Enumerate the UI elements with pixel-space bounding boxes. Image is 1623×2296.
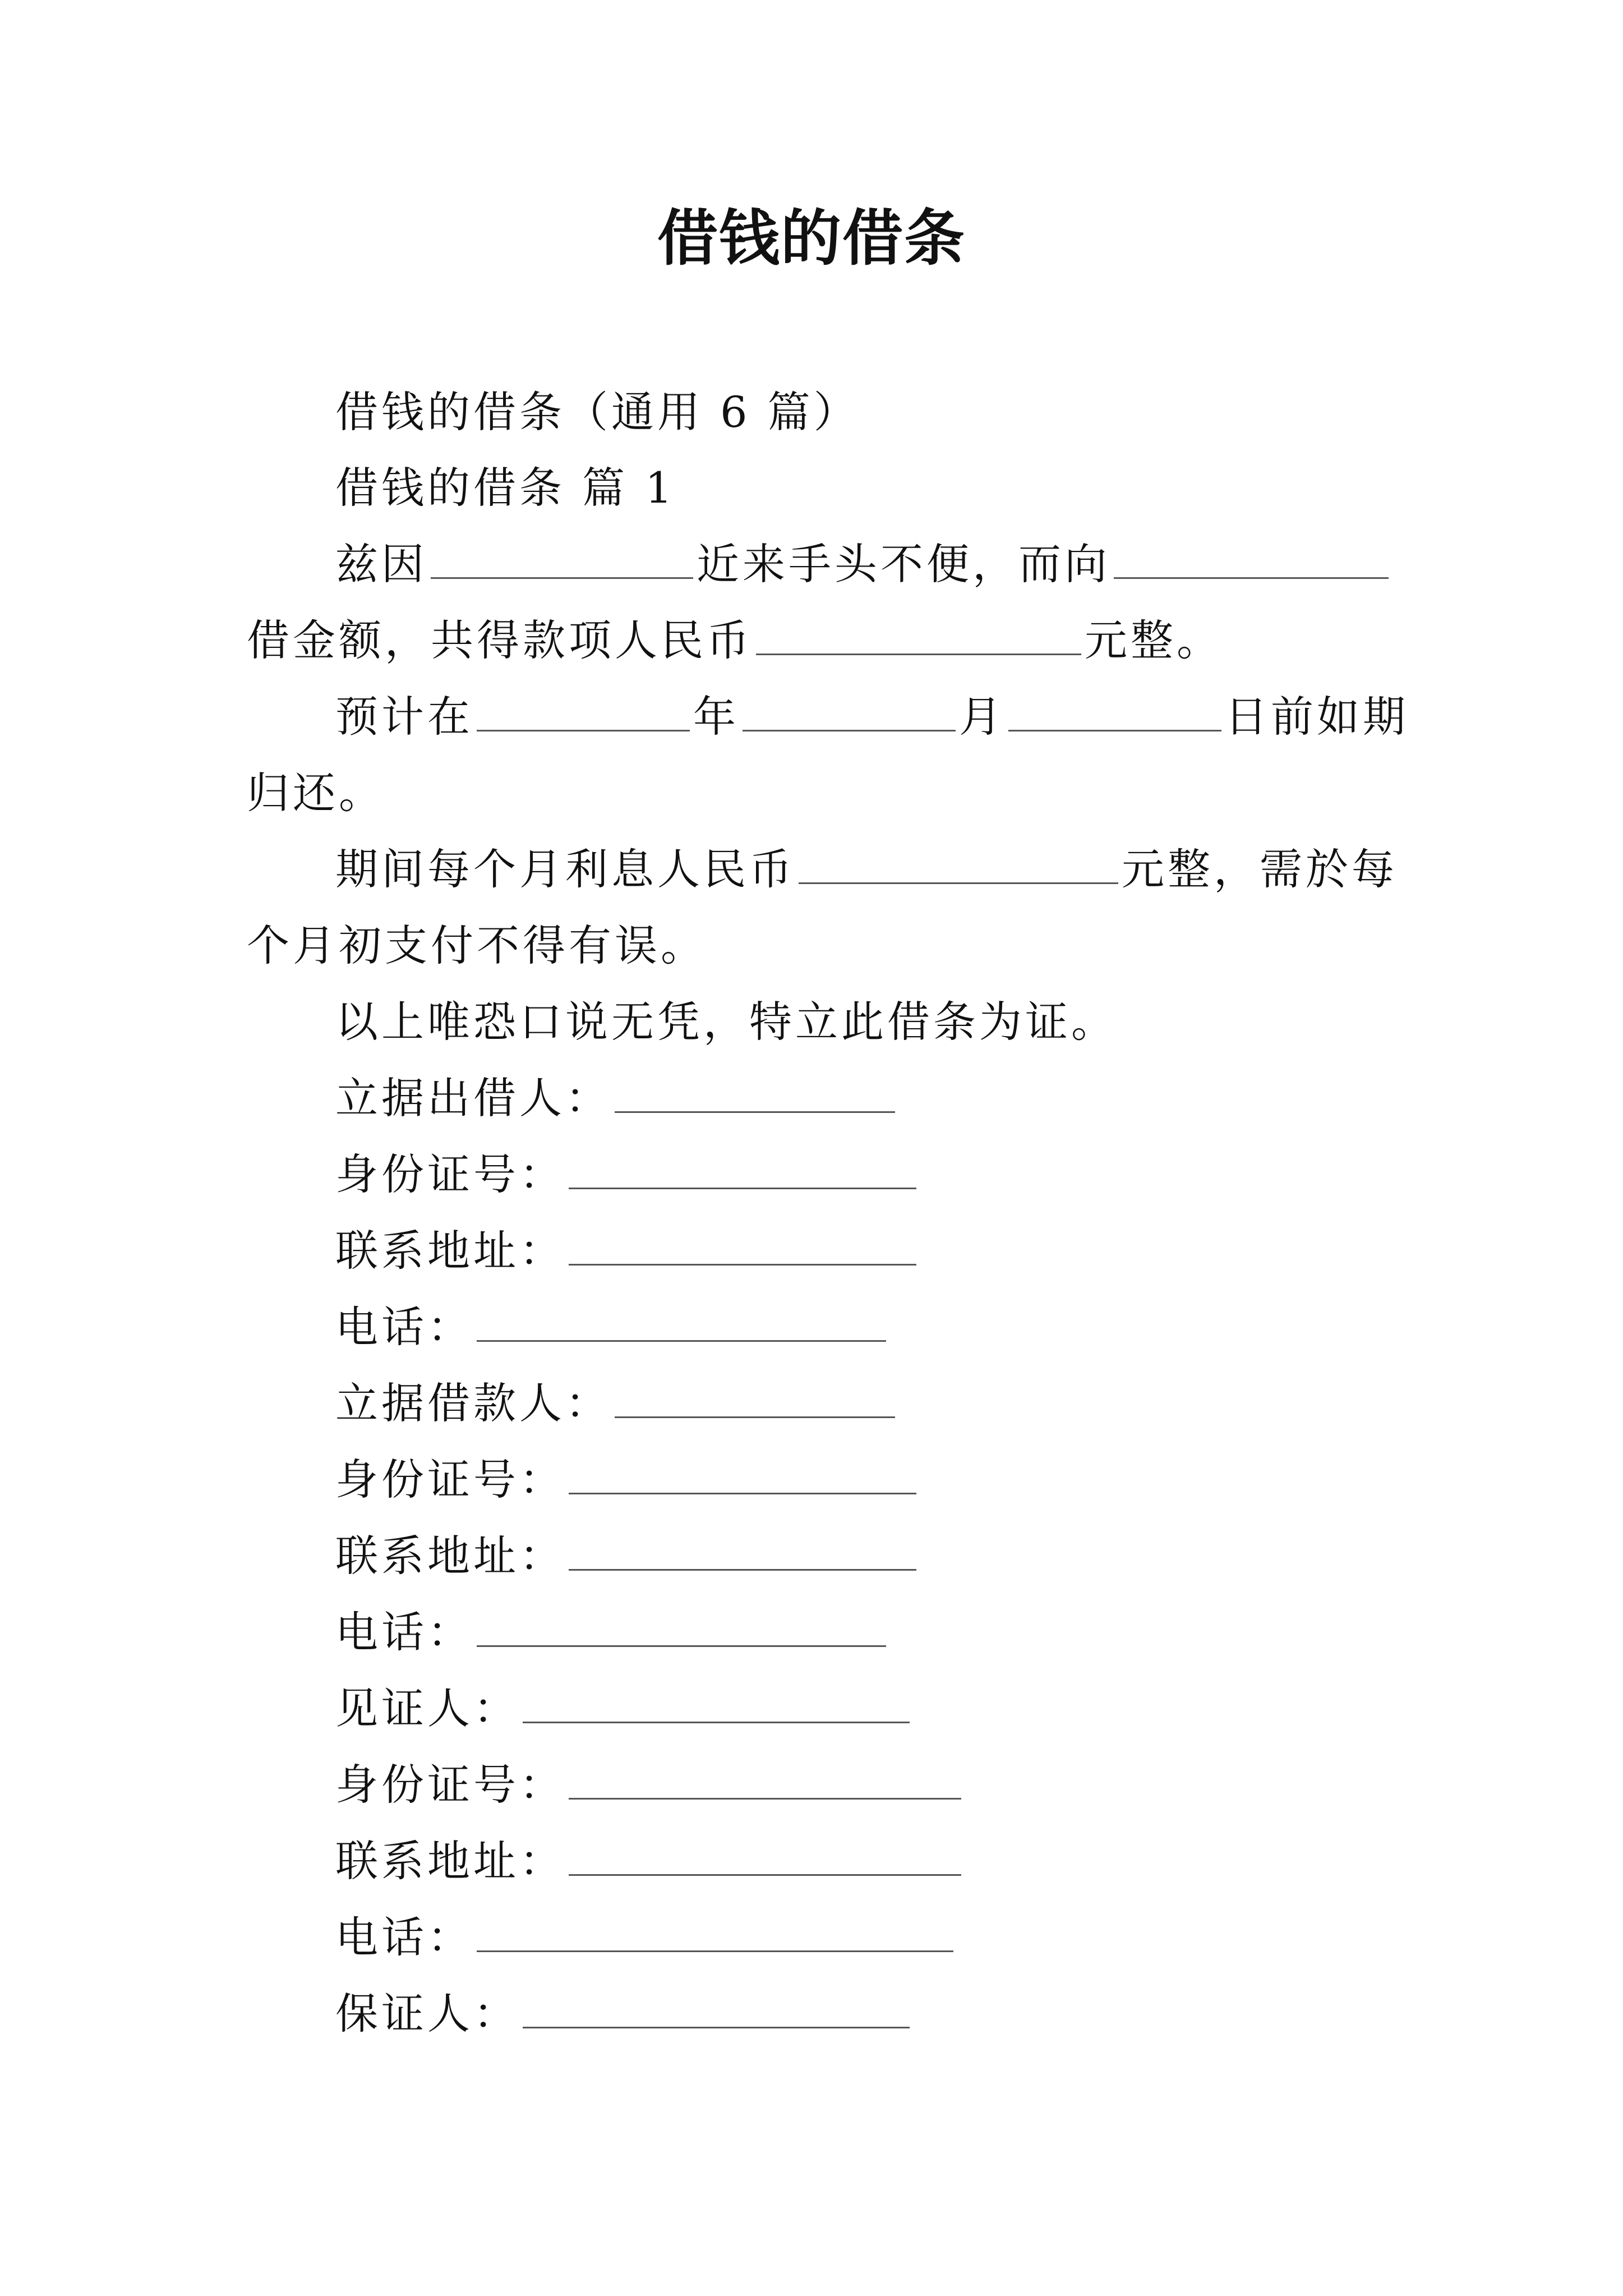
field-label: 电话：	[335, 1607, 473, 1657]
day-blank[interactable]	[1008, 691, 1221, 731]
field-blank[interactable]	[569, 1759, 961, 1800]
field-blank[interactable]	[569, 1225, 916, 1266]
borrower-name-blank[interactable]	[431, 538, 693, 579]
field-blank[interactable]	[569, 1148, 916, 1189]
field-borrower-phone	[335, 1604, 889, 1660]
field-guarantor	[335, 1986, 913, 2042]
field-blank[interactable]	[569, 1453, 916, 1494]
field-blank[interactable]	[477, 1606, 886, 1647]
field-label: 联系地址：	[335, 1531, 565, 1581]
field-label: 身份证号：	[335, 1760, 565, 1810]
field-blank[interactable]	[569, 1835, 961, 1876]
field-witness-address	[335, 1833, 965, 1889]
document-subtitle: 借钱的借条（通用 6 篇）	[335, 387, 860, 437]
field-label: 联系地址：	[335, 1836, 565, 1886]
year-blank[interactable]	[477, 691, 690, 731]
para3-line2: 个月初支付不得有误。	[247, 921, 707, 970]
lender-name-blank[interactable]	[1114, 538, 1389, 579]
para4: 以上唯恐口说无凭，特立此借条为证。	[335, 997, 1117, 1047]
para2-text-b: 年	[693, 692, 739, 742]
field-witness-phone	[335, 1910, 957, 1966]
month-blank[interactable]	[743, 691, 956, 731]
para2-text-d: 日前如期	[1225, 692, 1409, 742]
field-borrower	[335, 1375, 898, 1432]
para2-line2: 归还。	[247, 768, 385, 818]
para1-text-b: 近来手头不便，而向	[697, 539, 1110, 589]
para1-text-a: 兹因	[335, 539, 427, 589]
para3-line1	[335, 841, 1398, 898]
section-heading: 借钱的借条 篇 1	[335, 463, 676, 513]
field-label: 电话：	[335, 1912, 473, 1962]
field-blank[interactable]	[569, 1530, 916, 1571]
field-lender-address	[335, 1223, 920, 1279]
para3-text-a: 期间每个月利息人民币	[335, 844, 795, 894]
field-blank[interactable]	[615, 1377, 895, 1418]
field-blank[interactable]	[477, 1911, 953, 1952]
field-lender-phone	[335, 1299, 889, 1355]
field-lender	[335, 1070, 898, 1126]
para1-line2	[247, 613, 1223, 669]
field-label: 保证人：	[335, 1989, 519, 2039]
field-lender-id	[335, 1147, 920, 1203]
field-blank[interactable]	[523, 1987, 910, 2028]
para1-line1	[335, 536, 1392, 592]
field-label: 见证人：	[335, 1683, 519, 1733]
field-label: 立据借款人：	[335, 1378, 611, 1428]
field-label: 身份证号：	[335, 1149, 565, 1199]
field-witness	[335, 1681, 913, 1737]
para2-text-c: 月	[959, 692, 1005, 742]
para2-line1	[335, 689, 1409, 745]
field-label: 电话：	[335, 1302, 473, 1352]
field-blank[interactable]	[477, 1301, 886, 1342]
para3-text-b: 元整，需於每	[1122, 844, 1398, 894]
field-label: 立据出借人：	[335, 1073, 611, 1123]
document-title: 借钱的借条	[657, 203, 966, 274]
amount-blank[interactable]	[756, 614, 1081, 655]
field-witness-id	[335, 1757, 965, 1813]
para1-text-c: 借金额，共得款项人民币	[247, 615, 753, 665]
field-blank[interactable]	[615, 1072, 895, 1113]
field-label: 联系地址：	[335, 1226, 565, 1276]
field-label: 身份证号：	[335, 1455, 565, 1504]
interest-blank[interactable]	[799, 843, 1118, 884]
field-blank[interactable]	[523, 1682, 910, 1723]
para1-text-d: 元整。	[1085, 615, 1223, 665]
para2-text-a: 预计在	[335, 692, 473, 742]
field-borrower-address	[335, 1528, 920, 1584]
field-borrower-id	[335, 1452, 920, 1508]
